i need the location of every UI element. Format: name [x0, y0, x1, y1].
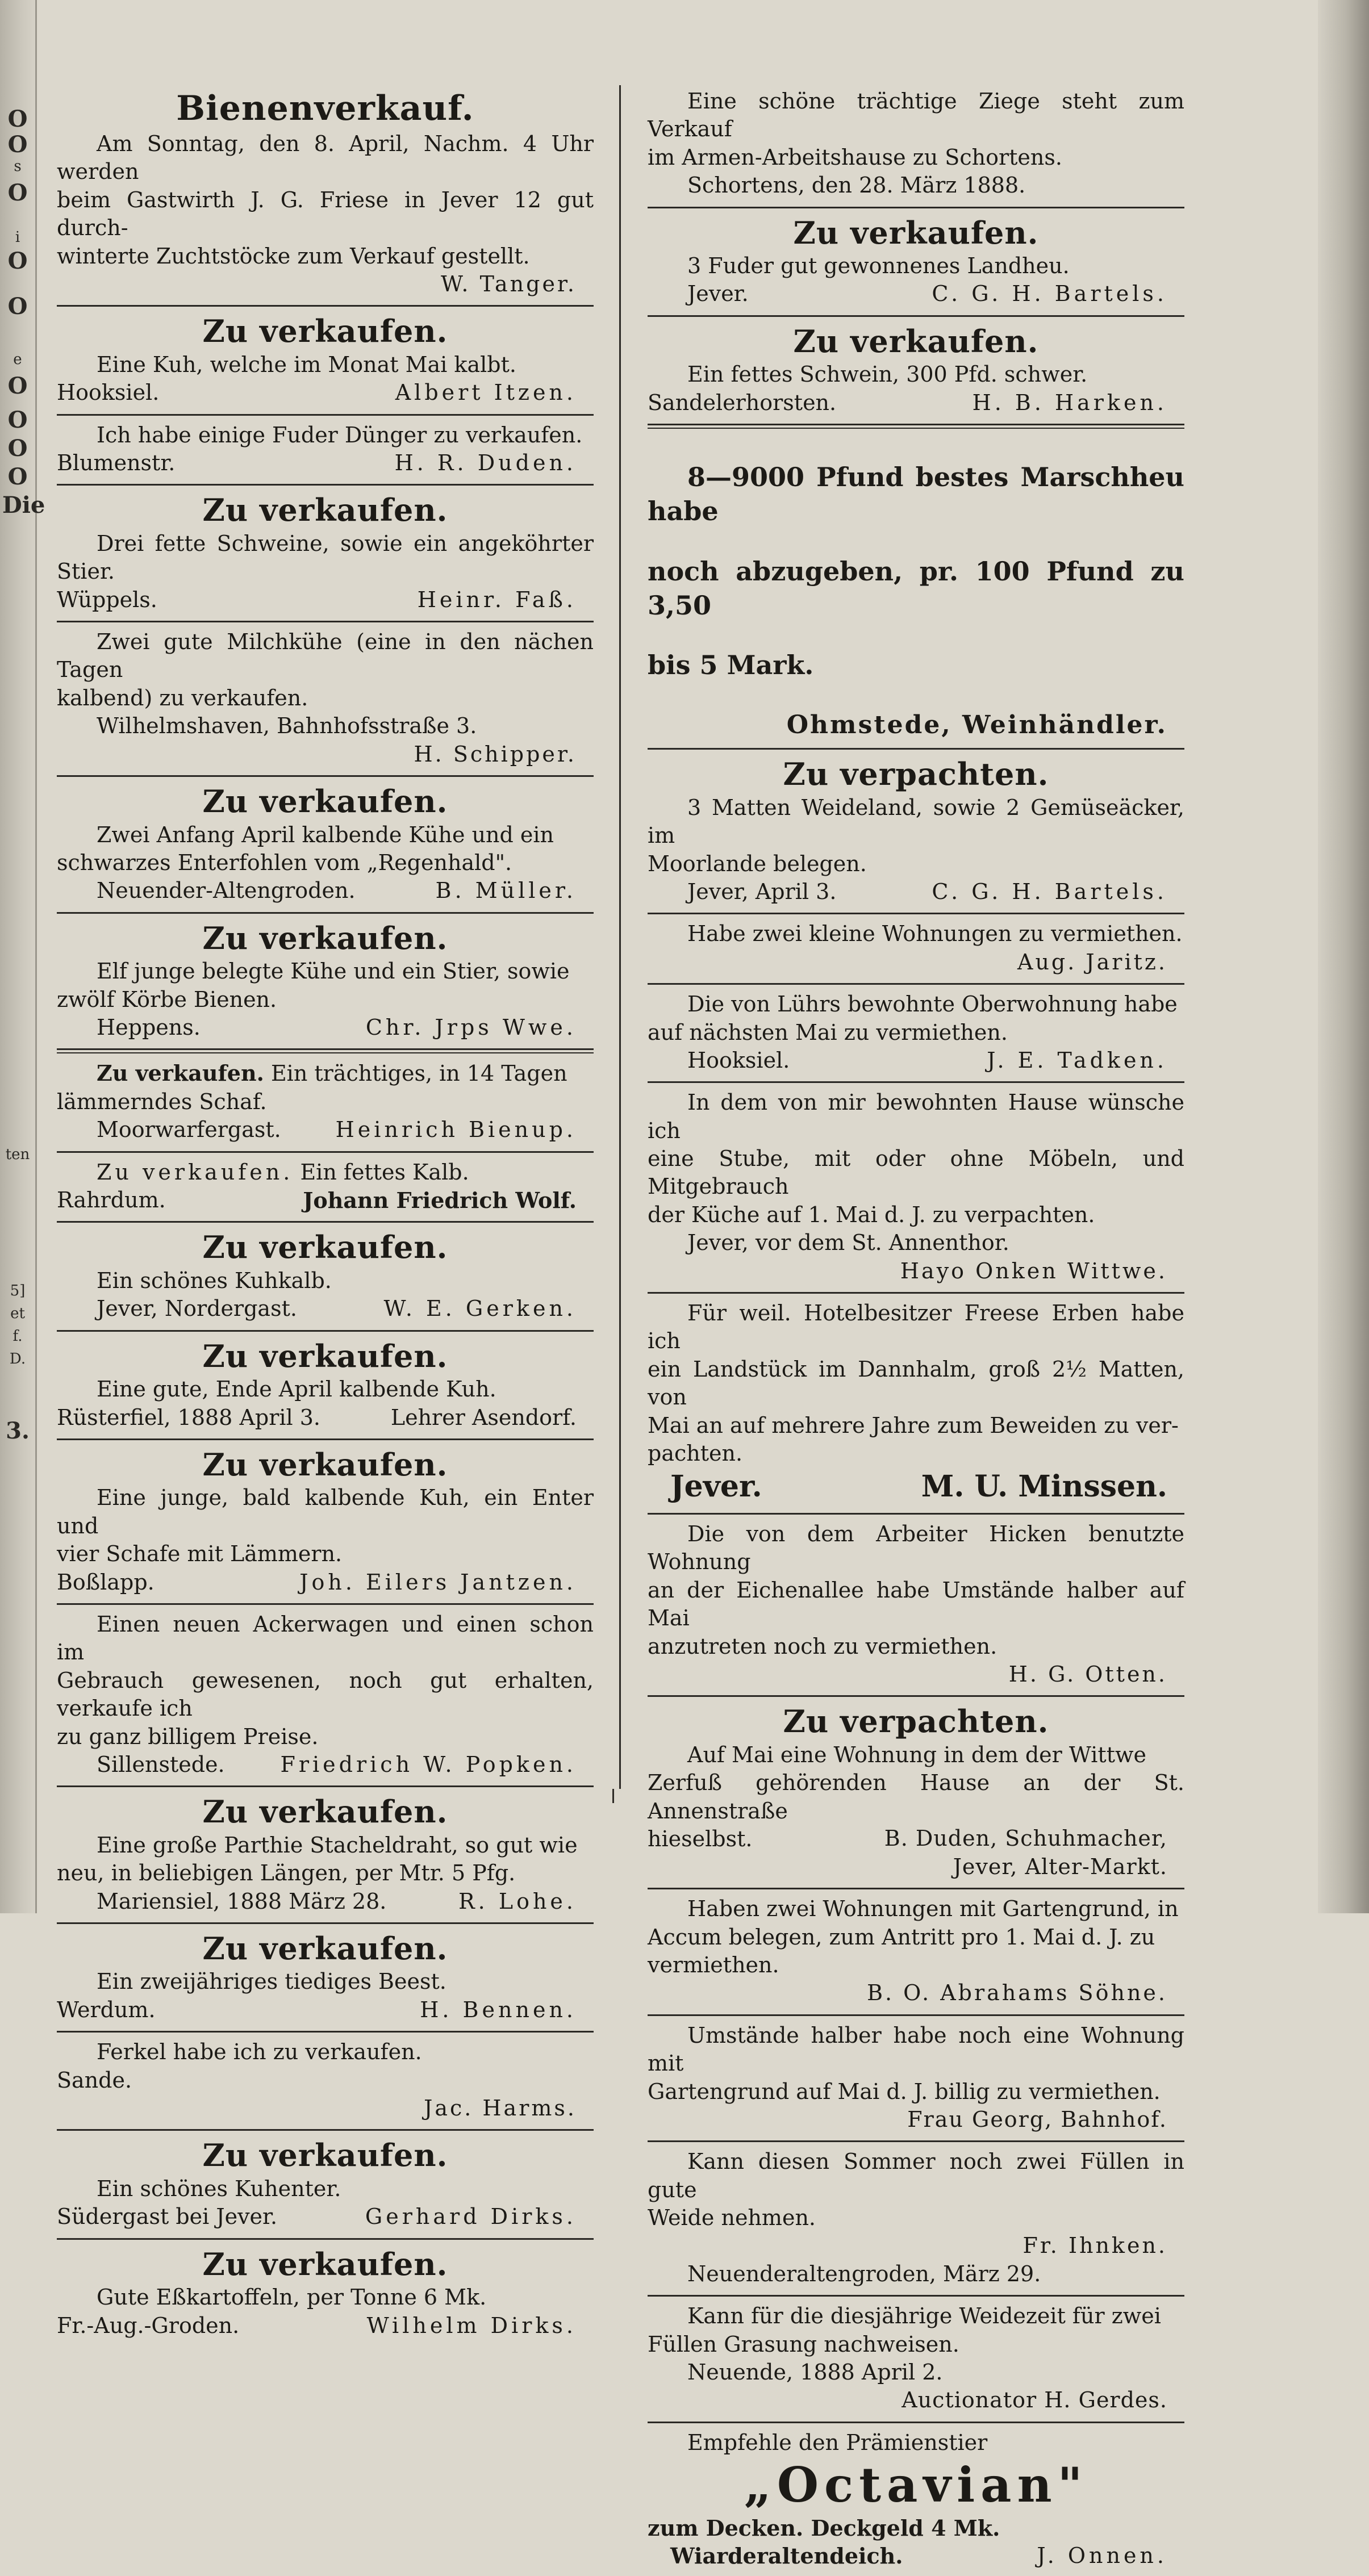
- edge-glyph: O: [7, 293, 28, 320]
- ad-stube: [648, 1086, 1184, 1291]
- ad-text-line: noch abzugeben, pr. 100 Pfund zu 3,50: [648, 555, 1184, 621]
- ad-oberwohnung: [648, 988, 1184, 1080]
- ad-signature-row: [648, 1467, 1184, 1506]
- ad-text-line: Eine schöne trächtige Ziege steht zum Verkauf: [648, 89, 1184, 142]
- ad-ferkel: [57, 2036, 594, 2128]
- ad-kalb: [57, 1156, 594, 1220]
- ad-signature-row: [57, 2203, 594, 2231]
- ad-text-line: kalbend) zu verkaufen.: [57, 685, 308, 710]
- ad-signature-row: [57, 877, 594, 905]
- ad-heading: Zu verkaufen.: [202, 313, 448, 350]
- ad-text-line: auf nächsten Mai zu vermiethen.: [648, 1019, 1008, 1045]
- ad-heading: Zu verpachten.: [783, 756, 1049, 793]
- ad-signature: Fr. Ihnken.: [1022, 2233, 1167, 2259]
- ad-separator: [648, 1292, 1184, 1294]
- ad-kuhkalb: [57, 1226, 594, 1328]
- ad-signature: Heinr. Faß.: [417, 587, 577, 612]
- ad-separator: [648, 424, 1184, 429]
- ad-text-line: Habe zwei kleine Wohnungen zu vermiethen.: [687, 921, 1183, 947]
- ad-separator: [57, 1151, 594, 1153]
- ad-fuellen-grasung: [648, 2300, 1184, 2420]
- ad-separator: [57, 621, 594, 622]
- ad-separator: [57, 1330, 594, 1332]
- edge-glyph: 5]: [10, 1282, 26, 1299]
- ad-signature: B. O. Abrahams Söhne.: [867, 1980, 1167, 2006]
- ad-signature: Aug. Jaritz.: [1017, 949, 1167, 975]
- ad-text-line: hieselbst.: [648, 1826, 753, 1851]
- ad-ziege: [648, 85, 1184, 206]
- ad-text-line: zu ganz billigem Preise.: [57, 1724, 319, 1749]
- ad-place: Jever.: [670, 1469, 762, 1504]
- ad-ackerwagen: [57, 1608, 594, 1784]
- edge-glyph: i: [15, 229, 20, 246]
- ad-schweine: [57, 489, 594, 620]
- ad-signature-row: [57, 586, 594, 614]
- ad-separator: [57, 1922, 594, 1924]
- ad-signature-row: [57, 1116, 594, 1144]
- ad-kuehe-enterfohlen: [57, 780, 594, 911]
- ad-text-line: 8—9000 Pfund bestes Marschheu habe: [648, 462, 1184, 526]
- ad-signature: J. E. Tadken.: [987, 1047, 1167, 1073]
- ad-place: Jever, Nordergast.: [97, 1296, 297, 1322]
- ad-separator: [57, 1785, 594, 1787]
- edge-glyph: O: [7, 248, 28, 274]
- ad-separator: [648, 2014, 1184, 2016]
- ad-bienenverkauf: [57, 85, 594, 304]
- ad-text-line: Ich habe einige Fuder Dünger zu verkaufen.: [97, 422, 583, 448]
- ad-place: Rahrdum.: [57, 1187, 166, 1212]
- ad-beest: [57, 1927, 594, 2030]
- ad-text-line: lämmerndes Schaf.: [57, 1089, 267, 1114]
- column-divider: [612, 1789, 614, 1803]
- ad-signature: Friedrich W. Popken.: [280, 1751, 577, 1777]
- ad-text-line: schwarzes Enterfohlen vom „Regenhald".: [57, 850, 512, 875]
- ad-text-line: 3 Matten Weideland, sowie 2 Gemüseäcker, im: [648, 794, 1184, 848]
- ad-text-line: winterte Zuchtstöcke zum Verkauf gestellt.: [57, 243, 530, 269]
- ad-signature: H. Bennen.: [420, 1997, 577, 2022]
- ad-separator: [57, 1221, 594, 1223]
- ad-text-line: Jever, vor dem St. Annenthor.: [687, 1230, 1009, 1256]
- ad-milchkuehe: [57, 626, 594, 774]
- ad-signature-row: [57, 1888, 594, 1916]
- ad-text-line: im Armen-Arbeitshause zu Schortens.: [648, 144, 1062, 170]
- ad-text-line: Zwei Anfang April kalbende Kühe und ein: [97, 822, 554, 847]
- ad-heading: Zu verkaufen.: [202, 1337, 448, 1374]
- ad-kuh-schafe: [57, 1444, 594, 1602]
- ad-text-line: Ein fettes Schwein, 300 Pfd. schwer.: [687, 362, 1088, 387]
- ad-kuhenter: [57, 2134, 594, 2236]
- edge-glyph: O: [7, 463, 28, 490]
- ad-text-line: beim Gastwirth J. G. Friese in Jever 12 gut durch-: [57, 187, 594, 241]
- edge-glyph: O: [7, 131, 28, 158]
- ad-text-line: bis 5 Mark.: [648, 650, 814, 681]
- ad-signature: W. Tanger.: [441, 271, 577, 296]
- ad-heading: Zu verkaufen.: [202, 1229, 448, 1266]
- ad-text-line: pachten.: [648, 1441, 743, 1466]
- ad-heading: Zu verkaufen.: [202, 492, 448, 529]
- ad-text-line: eine Stube, mit oder ohne Möbeln, und Mitgebrauch: [648, 1146, 1184, 1199]
- ad-text-line: Schortens, den 28. März 1888.: [687, 173, 1026, 198]
- ad-separator: [57, 2238, 594, 2240]
- ad-place: Hooksiel.: [687, 1047, 790, 1073]
- ad-text-line: Weide nehmen.: [648, 2205, 816, 2231]
- ad-place: Neuender-Altengroden.: [97, 878, 356, 904]
- ad-signature-row: [57, 1996, 594, 2024]
- ad-place: Boßlapp.: [57, 1569, 155, 1595]
- ad-place: Mariensiel, 1888 März 28.: [97, 1888, 387, 1914]
- ad-separator: [648, 1695, 1184, 1697]
- ad-signature-row: [57, 1186, 594, 1214]
- page-edge-shadow: [1318, 0, 1369, 1913]
- ad-text-line: Kann für die diesjährige Weidezeit für zwei: [687, 2303, 1161, 2329]
- ad-place: Hooksiel.: [57, 380, 160, 405]
- ad-signature: Chr. Jrps Wwe.: [365, 1014, 577, 1040]
- ad-text-line: Die von dem Arbeiter Hicken benutzte Wohnung: [648, 1521, 1184, 1575]
- edge-glyph: O: [7, 407, 28, 433]
- ad-kuh-ruestersiel: [57, 1335, 594, 1437]
- ad-text-line: anzutreten noch zu vermiethen.: [648, 1633, 997, 1659]
- ad-place: Jever.: [687, 281, 749, 307]
- ad-signature-row: [648, 1047, 1184, 1074]
- ad-text-line: Einen neuen Ackerwagen und einen schon im: [57, 1611, 594, 1665]
- ad-text-line: Wilhelmshaven, Bahnhofsstraße 3.: [97, 713, 477, 739]
- ad-signature-row: [57, 1404, 594, 1432]
- edge-glyph: O: [7, 106, 28, 132]
- ad-place: Südergast bei Jever.: [57, 2204, 278, 2230]
- edge-glyph: Die: [2, 492, 45, 518]
- ad-signature-row: [648, 389, 1184, 417]
- ad-place: Wiarderaltendeich.: [670, 2543, 903, 2569]
- ad-place: Werdum.: [57, 1997, 156, 2022]
- ad-signature: J. Onnen.: [1037, 2543, 1167, 2569]
- ad-signature: Auctionator H. Gerdes.: [901, 2387, 1167, 2413]
- edge-glyph: O: [7, 435, 28, 462]
- ad-text-line: Gute Eßkartoffeln, per Tonne 6 Mk.: [97, 2285, 487, 2310]
- edge-glyph: O: [7, 373, 28, 399]
- ad-signature: M. U. Minssen.: [921, 1469, 1167, 1504]
- left-column: [57, 85, 594, 2345]
- ad-separator: [648, 983, 1184, 985]
- ad-signature: Heinrich Bienup.: [335, 1117, 577, 1143]
- ad-text-line: Kann diesen Sommer noch zwei Füllen in gute: [648, 2149, 1184, 2202]
- ad-signature: H. R. Duden.: [394, 450, 577, 476]
- neighbour-page-edge: [0, 0, 45, 1913]
- ad-signature: Johann Friedrich Wolf.: [303, 1187, 577, 1213]
- ad-schaf: [57, 1057, 594, 1149]
- ad-heading: Zu verkaufen.: [202, 2245, 448, 2282]
- ad-signature: Jac. Harms.: [424, 2096, 577, 2121]
- ad-weideland: [648, 753, 1184, 911]
- ad-signature: Frau Georg, Bahnhof.: [907, 2106, 1167, 2132]
- ad-heading: Zu verkaufen.: [202, 1793, 448, 1830]
- ad-heading: Zu verkaufen.: [202, 919, 448, 956]
- ad-text-line: Eine große Parthie Stacheldraht, so gut wie: [97, 1832, 578, 1858]
- ad-fuellen-weide: [648, 2146, 1184, 2294]
- ad-text-line: zum Decken. Deckgeld 4 Mk.: [648, 2515, 1000, 2541]
- ad-heading: Zu verkaufen.: [793, 214, 1039, 251]
- ad-text-line: Auf Mai eine Wohnung in dem der Wittwe: [687, 1742, 1146, 1767]
- ad-text-line: Eine junge, bald kalbende Kuh, ein Enter und: [57, 1485, 594, 1538]
- ad-text-line: Die von Lührs bewohnte Oberwohnung habe: [687, 992, 1178, 1017]
- ad-text-line: Accum belegen, zum Antritt pro 1. Mai d. J. zu: [648, 1924, 1155, 1950]
- ad-heading: Zu verkaufen.: [202, 1446, 448, 1483]
- edge-glyph: f.: [12, 1328, 23, 1345]
- ad-signature-row: [57, 1751, 594, 1779]
- ad-wohnungen-accum: [648, 1893, 1184, 2013]
- ad-place: Rüsterfiel, 1888 April 3.: [57, 1404, 321, 1430]
- ad-text-line: Eine gute, Ende April kalbende Kuh.: [97, 1377, 496, 1402]
- ad-separator: [648, 1081, 1184, 1083]
- edge-glyph: et: [10, 1305, 25, 1322]
- ad-place: Wüppels.: [57, 587, 157, 612]
- ad-text-line: Mai an auf mehrere Jahre zum Beweiden zu ver-: [648, 1412, 1179, 1438]
- ad-separator: [57, 2129, 594, 2131]
- column-divider: [619, 85, 621, 1789]
- ad-text-line: der Küche auf 1. Mai d. J. zu verpachten.: [648, 1202, 1095, 1227]
- edge-glyph: e: [13, 351, 22, 368]
- ad-marschheu: [648, 432, 1184, 747]
- ad-kartoffeln: [57, 2243, 594, 2345]
- ad-text-line: Zerfuß gehörenden Hause an der St. Annenstraße: [648, 1770, 1184, 1824]
- ad-signature: Lehrer Asendorf.: [390, 1404, 577, 1430]
- ad-text-line: Ein schönes Kuhkalb.: [97, 1268, 332, 1293]
- ad-place: Blumenstr.: [57, 450, 176, 476]
- ad-text-line: zwölf Körbe Bienen.: [57, 986, 277, 1012]
- ad-text-line: Empfehle den Prämienstier: [687, 2429, 988, 2455]
- ad-signature: Joh. Eilers Jantzen.: [299, 1569, 577, 1595]
- ad-separator: [57, 775, 594, 777]
- ad-heading: Zu verkaufen.: [202, 783, 448, 820]
- ad-duenger: [57, 419, 594, 483]
- ad-signature: Albert Itzen.: [395, 380, 577, 405]
- ad-wohnung-gartengrund: [648, 2019, 1184, 2140]
- ad-signature: H. B. Harken.: [972, 390, 1167, 415]
- ad-text-line: Drei fette Schweine, sowie ein angeköhrter Stier.: [57, 530, 594, 584]
- ad-text-line: Eine Kuh, welche im Monat Mai kalbt.: [97, 352, 516, 377]
- ad-text-line: Moorlande belegen.: [648, 851, 867, 876]
- ad-signature: Gerhard Dirks.: [365, 2204, 577, 2230]
- ad-heading: Zu verpachten.: [783, 1703, 1049, 1740]
- ad-wohnung-eichenallee: [648, 1518, 1184, 1694]
- ad-text-line: Am Sonntag, den 8. April, Nachm. 4 Uhr werden: [57, 131, 594, 185]
- ad-text-line: ein Landstück im Dannhalm, groß 2½ Matten, von: [648, 1356, 1184, 1410]
- ad-signature-row: [648, 878, 1184, 906]
- ad-signature: B. Duden, Schuhmacher,: [884, 1826, 1167, 1851]
- ad-separator: [648, 748, 1184, 750]
- ad-signature-row: [57, 1014, 594, 1042]
- ad-signature-row: [57, 449, 594, 477]
- ad-place: Fr.-Aug.-Groden.: [57, 2312, 240, 2338]
- ad-signature-row: [57, 2312, 594, 2340]
- ad-heading: Bienenverkauf.: [176, 89, 474, 128]
- ad-separator: [57, 1048, 594, 1053]
- edge-glyph: 3.: [6, 1417, 30, 1444]
- edge-glyph: O: [7, 179, 28, 206]
- ad-title: „Octavian": [744, 2457, 1088, 2514]
- ad-signature-row: [648, 2542, 1184, 2570]
- ad-separator: [57, 1438, 594, 1440]
- ad-signature: B. Müller.: [435, 878, 577, 904]
- ad-wohnung-annenstrasse: [648, 1700, 1184, 1887]
- ad-separator: [57, 484, 594, 486]
- ad-separator: [57, 1603, 594, 1605]
- ad-text-line: Zwei gute Milchkühe (eine in den nächen Tagen: [57, 629, 594, 683]
- ad-separator: [648, 2295, 1184, 2297]
- ad-kuehe-bienen: [57, 917, 594, 1048]
- ad-signature-row: [57, 379, 594, 407]
- ad-place: Moorwarfergast.: [97, 1117, 281, 1143]
- ad-text-line: Für weil. Hotelbesitzer Freese Erben habe ich: [648, 1300, 1184, 1354]
- ad-text-line: Elf junge belegte Kühe und ein Stier, sowie: [97, 959, 570, 984]
- ad-text-line: Ein schönes Kuhenter.: [97, 2176, 341, 2201]
- ad-signature: C. G. H. Bartels.: [932, 281, 1167, 307]
- ad-signature: Wilhelm Dirks.: [366, 2312, 577, 2338]
- ad-text-line: vermiethen.: [648, 1952, 779, 1977]
- ad-separator: [648, 1888, 1184, 1889]
- ad-text-line: Neuende, 1888 April 2.: [687, 2360, 943, 2385]
- ad-kuh-hooksiel: [57, 310, 594, 412]
- ad-text-line: In dem von mir bewohnten Hause wünsche ich: [648, 1090, 1184, 1143]
- ad-separator: [57, 2031, 594, 2033]
- ad-octavian: [648, 2427, 1184, 2576]
- ad-signature: Ohmstede, Weinhändler.: [786, 710, 1167, 740]
- ad-signature: H. G. Otten.: [1008, 1661, 1167, 1687]
- ad-heading: Zu verkaufen.: [202, 1930, 448, 1967]
- ad-text-line: neu, in beliebigen Längen, per Mtr. 5 Pfg.: [57, 1860, 516, 1886]
- ad-heading: Zu verkaufen.: [793, 323, 1039, 359]
- ad-landheu: [648, 212, 1184, 314]
- ad-separator: [57, 912, 594, 914]
- ad-text-line: Gartengrund auf Mai d. J. billig zu vermiethen.: [648, 2079, 1161, 2104]
- ad-place: Sillenstede.: [97, 1751, 225, 1777]
- ad-schwein: [648, 320, 1184, 423]
- ad-signature-row: [648, 280, 1184, 308]
- ad-signature: C. G. H. Bartels.: [932, 879, 1167, 904]
- ad-text-line: [57, 1159, 594, 1186]
- ad-text-line: Neuenderaltengroden, März 29.: [687, 2261, 1041, 2286]
- edge-glyph: s: [14, 158, 22, 175]
- right-column: [648, 85, 1184, 2576]
- ad-text-line: Sande.: [57, 2067, 132, 2093]
- ad-separator: [648, 913, 1184, 914]
- ad-text-line: Gebrauch gewesenen, noch gut erhalten, verkaufe ich: [57, 1667, 594, 1721]
- ad-stacheldraht: [57, 1791, 594, 1921]
- ad-separator: [648, 2140, 1184, 2142]
- ad-place: Jever, April 3.: [687, 879, 837, 904]
- ad-place: Sandelerhorsten.: [648, 390, 837, 415]
- ad-inline-heading: Zu verkaufen.: [97, 1060, 264, 1086]
- ad-separator: [57, 305, 594, 307]
- ad-signature-address: Jever, Alter-Markt.: [953, 1854, 1167, 1879]
- ad-text-line: Füllen Grasung nachweisen.: [648, 2331, 959, 2357]
- ad-text: Ein trächtiges, in 14 Tagen: [270, 1061, 567, 1086]
- ad-separator: [648, 315, 1184, 317]
- ad-signature: R. Lohe.: [458, 1888, 577, 1914]
- ad-signature-row: [57, 1295, 594, 1323]
- ad-place: Heppens.: [97, 1014, 201, 1040]
- ad-text-line: 3 Fuder gut gewonnenes Landheu.: [687, 253, 1070, 279]
- ad-separator: [648, 207, 1184, 208]
- ad-text-line: an der Eichenallee habe Umstände halber auf Mai: [648, 1577, 1184, 1631]
- ad-separator: [648, 1513, 1184, 1515]
- ad-text-line: Umstände halber habe noch eine Wohnung mit: [648, 2022, 1184, 2076]
- ad-separator: [648, 2422, 1184, 2423]
- ad-text-line: Ferkel habe ich zu verkaufen.: [97, 2039, 422, 2065]
- ad-kleine-wohnungen: [648, 918, 1184, 982]
- ad-signature: Hayo Onken Wittwe.: [900, 1258, 1167, 1283]
- ad-heading: Zu verkaufen.: [202, 2137, 448, 2174]
- ad-inline-heading: Zu verkaufen.: [97, 1159, 294, 1185]
- ad-signature: W. E. Gerken.: [383, 1296, 577, 1322]
- ad-signature-row: [57, 1569, 594, 1596]
- ad-landstueck: [648, 1297, 1184, 1512]
- edge-glyph: D.: [9, 1350, 26, 1368]
- edge-glyph: ten: [5, 1146, 30, 1163]
- ad-text-line: vier Schafe mit Lämmern.: [57, 1541, 343, 1567]
- ad-text-line: Haben zwei Wohnungen mit Gartengrund, in: [687, 1896, 1179, 1922]
- ad-separator: [57, 414, 594, 416]
- ad-text-line: Ein zweijähriges tiediges Beest.: [97, 1969, 446, 1994]
- ad-signature: H. Schipper.: [414, 741, 577, 767]
- ad-text-line: [57, 1059, 594, 1088]
- ad-text: Ein fettes Kalb.: [300, 1159, 469, 1185]
